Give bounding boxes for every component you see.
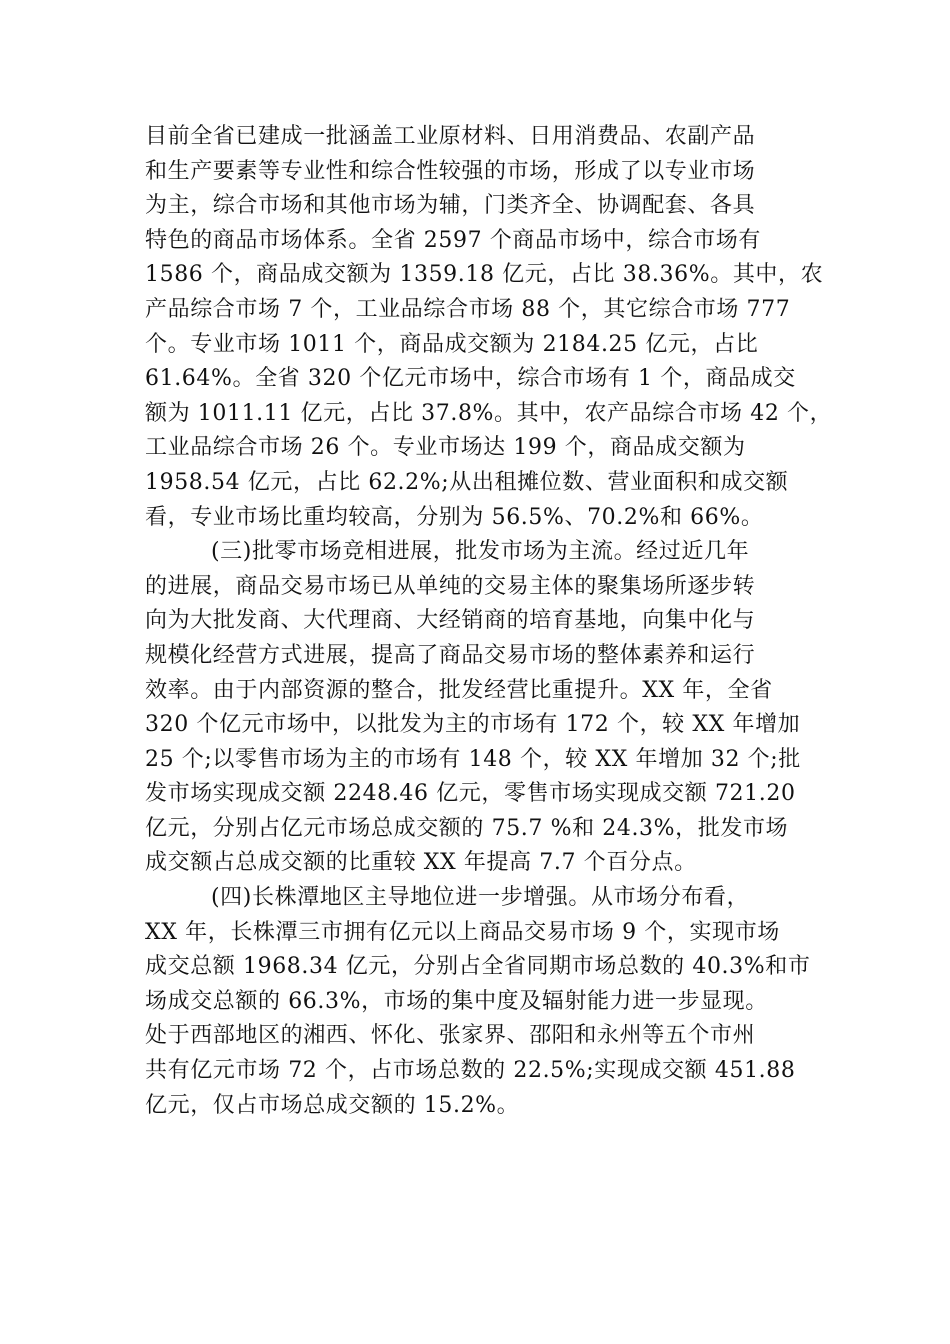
text-line: 发市场实现成交额 2248.46 亿元，零售市场实现成交额 721.20	[145, 781, 796, 807]
text-line: 工业品综合市场 26 个。专业市场达 199 个，商品成交额为	[145, 435, 746, 461]
text-line: 1958.54 亿元，占比 62.2%;从出租摊位数、营业面积和成交额	[145, 469, 789, 495]
text-line: 场成交总额的 66.3%，市场的集中度及辐射能力进一步显现。	[145, 988, 768, 1014]
text-line: 亿元，分别占亿元市场总成交额的 75.7 %和 24.3%，批发市场	[145, 815, 789, 841]
text-line: 320 个亿元市场中，以批发为主的市场有 172 个，较 XX 年增加	[145, 712, 801, 738]
text-line: 为主，综合市场和其他市场为辅，门类齐全、协调配套、各具	[145, 193, 756, 219]
text-line: 效率。由于内部资源的整合，批发经营比重提升。XX 年，全省	[145, 677, 773, 703]
text-line: 和生产要素等专业性和综合性较强的市场，形成了以专业市场	[145, 158, 756, 184]
text-line: 成交额占总成交额的比重较 XX 年提高 7.7 个百分点。	[145, 850, 697, 876]
text-line: 25 个;以零售市场为主的市场有 148 个，较 XX 年增加 32 个;批	[145, 746, 801, 772]
text-line: 特色的商品市场体系。全省 2597 个商品市场中，综合市场有	[145, 227, 761, 253]
text-line: 处于西部地区的湘西、怀化、张家界、邵阳和永州等五个市州	[145, 1023, 756, 1049]
section-heading-line: (三)批零市场竞相进展，批发市场为主流。经过近几年	[211, 539, 750, 565]
text-line: 向为大批发商、大代理商、大经销商的培育基地，向集中化与	[145, 608, 756, 634]
text-line: 个。专业市场 1011 个，商品成交额为 2184.25 亿元，占比	[145, 331, 759, 357]
text-line: 成交总额 1968.34 亿元，分别占全省同期市场总数的 40.3%和市	[145, 954, 811, 980]
text-line: 看，专业市场比重均较高，分别为 56.5%、70.2%和 66%。	[145, 504, 764, 530]
text-line: 产品综合市场 7 个，工业品综合市场 88 个，其它综合市场 777	[145, 296, 791, 322]
text-line: 的进展，商品交易市场已从单纯的交易主体的聚集场所逐步转	[145, 573, 756, 599]
section-heading-line: (四)长株潭地区主导地位进一步增强。从市场分布看，	[211, 885, 750, 911]
text-line: 亿元，仅占市场总成交额的 15.2%。	[145, 1092, 520, 1118]
text-line: XX 年，长株潭三市拥有亿元以上商品交易市场 9 个，实现市场	[145, 919, 780, 945]
text-line: 额为 1011.11 亿元，占比 37.8%。其中，农产品综合市场 42 个，	[145, 400, 833, 426]
document-body	[145, 120, 833, 1123]
text-line: 规模化经营方式进展，提高了商品交易市场的整体素养和运行	[145, 642, 756, 668]
text-line: 1586 个，商品成交额为 1359.18 亿元，占比 38.36%。其中，农	[145, 262, 824, 288]
text-line: 61.64%。全省 320 个亿元市场中，综合市场有 1 个，商品成交	[145, 366, 796, 392]
text-line: 目前全省已建成一批涵盖工业原材料、日用消费品、农副产品	[145, 124, 756, 149]
text-line: 共有亿元市场 72 个，占市场总数的 22.5%;实现成交额 451.88	[145, 1058, 796, 1084]
